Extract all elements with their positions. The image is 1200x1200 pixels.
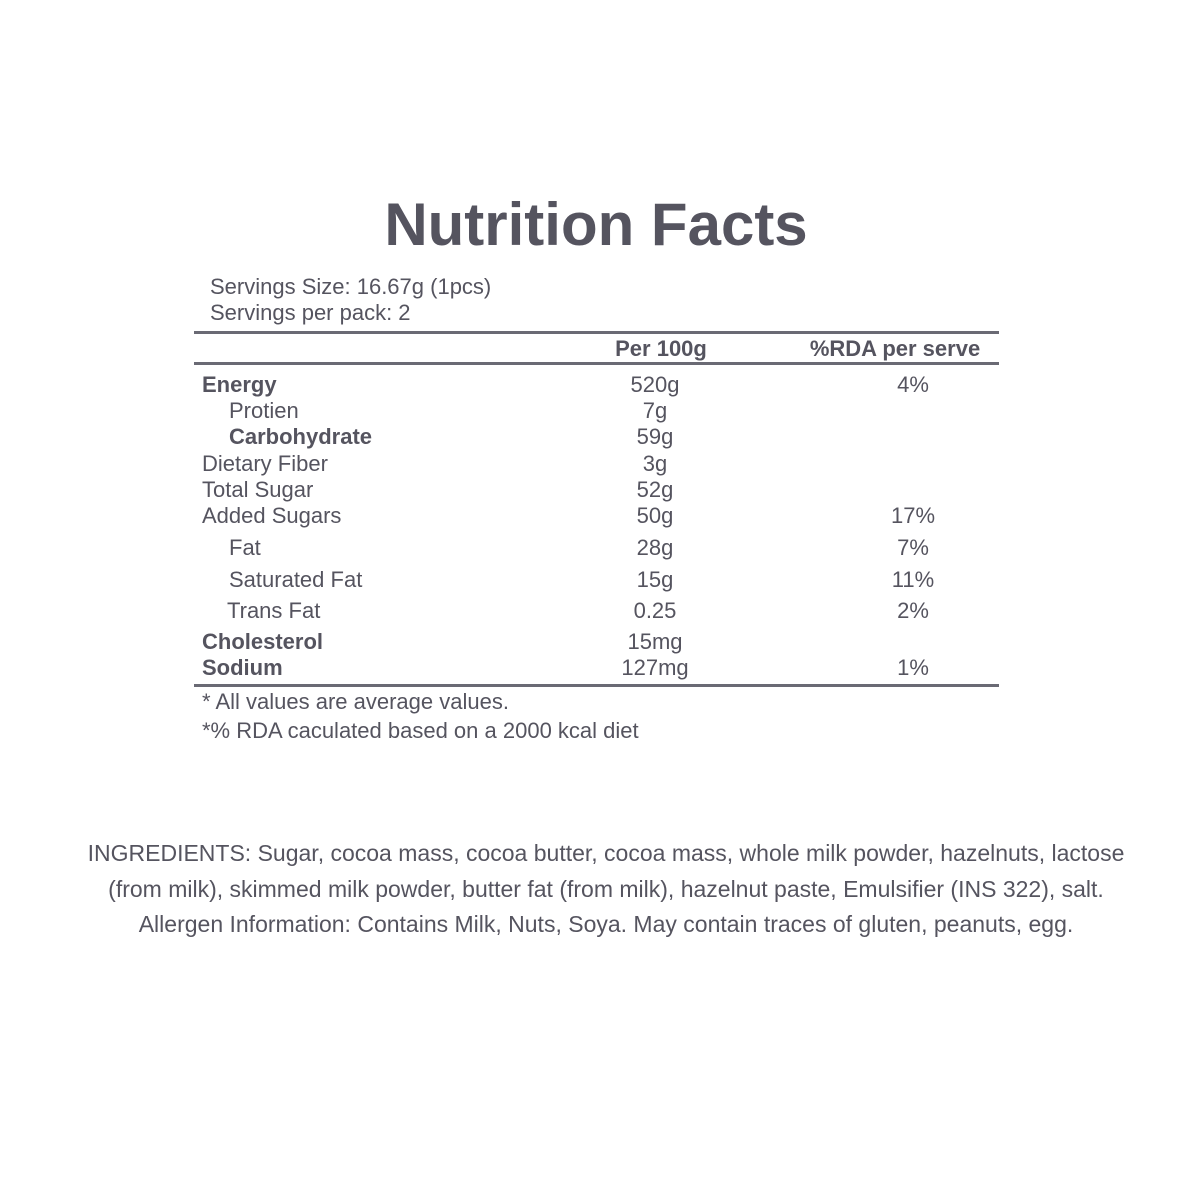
nutrient-value: 28g xyxy=(636,535,674,560)
nutrient-name: Total Sugar xyxy=(202,477,314,502)
table-bottom-rule xyxy=(194,684,999,687)
serving-size: Servings Size: 16.67g (1pcs) xyxy=(210,274,492,299)
column-header-rda: %RDA per serve xyxy=(809,336,981,361)
servings-per-pack: Servings per pack: 2 xyxy=(210,300,411,325)
nutrient-rda: 4% xyxy=(897,372,929,397)
table-row xyxy=(0,629,1200,655)
footnote-rda: *% RDA caculated based on a 2000 kcal diet xyxy=(202,718,639,743)
nutrient-value: 52g xyxy=(636,477,674,502)
nutrient-value: 50g xyxy=(636,503,674,528)
nutrient-name: Saturated Fat xyxy=(229,567,363,592)
table-row xyxy=(0,503,1200,529)
table-row xyxy=(0,598,1200,624)
nutrient-value: 15g xyxy=(636,567,674,592)
nutrient-name: Energy xyxy=(202,372,277,397)
table-row xyxy=(0,477,1200,503)
nutrient-rda: 11% xyxy=(891,567,935,592)
nutrient-value: 520g xyxy=(630,372,680,397)
nutrient-name: Sodium xyxy=(202,655,283,680)
nutrient-rda: 2% xyxy=(897,598,929,623)
nutrient-value: 15mg xyxy=(627,629,683,654)
nutrient-value: 0.25 xyxy=(633,598,677,623)
nutrient-name: Dietary Fiber xyxy=(202,451,328,476)
nutrient-value: 3g xyxy=(642,451,668,476)
nutrient-name: Carbohydrate xyxy=(229,424,373,449)
page-title: Nutrition Facts xyxy=(384,191,808,258)
nutrient-value: 127mg xyxy=(621,655,689,680)
footnote-average: * All values are average values. xyxy=(202,689,509,714)
column-header-per-100g: Per 100g xyxy=(615,336,707,361)
nutrient-name: Added Sugars xyxy=(202,503,342,528)
nutrient-name: Protien xyxy=(229,398,299,423)
nutrient-name: Fat xyxy=(229,535,261,560)
table-row xyxy=(0,451,1200,477)
table-row xyxy=(0,535,1200,561)
nutrient-rda: 1% xyxy=(897,655,929,680)
nutrient-value: 59g xyxy=(636,424,674,449)
nutrient-value: 7g xyxy=(642,398,668,423)
table-row xyxy=(0,424,1200,450)
table-row xyxy=(0,567,1200,593)
nutrient-rda: 17% xyxy=(890,503,936,528)
nutrient-name: Cholesterol xyxy=(202,629,324,654)
table-row xyxy=(0,655,1200,681)
nutrient-name: Trans Fat xyxy=(227,598,321,623)
table-header-rule xyxy=(194,362,999,365)
ingredients-text: INGREDIENTS: Sugar, cocoa mass, cocoa butter, cocoa mass, whole milk powder, hazelnuts, lactose (from milk), skimmed milk powder, butter fat (from milk), hazelnut paste, Emulsifier (INS 322), salt. Allergen Information: Contains Milk, Nuts, Soya. May contain traces of gluten, peanuts, egg. xyxy=(87,840,1125,937)
table-row xyxy=(0,372,1200,398)
nutrient-rda: 7% xyxy=(897,535,929,560)
table-top-rule xyxy=(194,331,999,334)
table-row xyxy=(0,398,1200,424)
